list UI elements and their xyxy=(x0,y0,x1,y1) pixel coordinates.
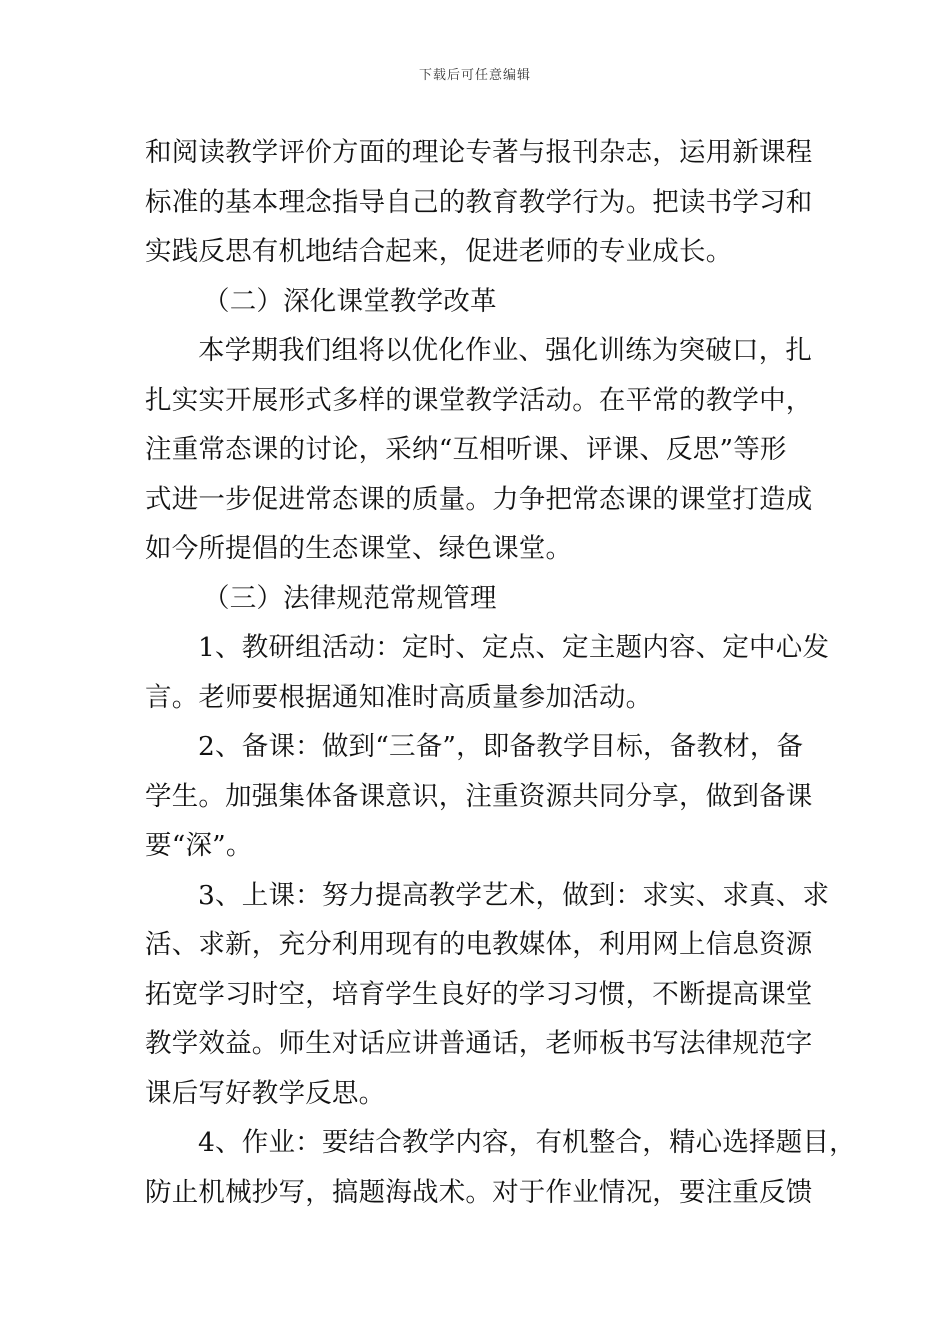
text-line: 2、备课：做到“三备”，即备教学目标，备教材，备 xyxy=(198,731,804,762)
text-line: 和阅读教学评价方面的理论专著与报刊杂志，运用新课程 xyxy=(145,137,813,168)
text-line: 言。老师要根据通知准时高质量参加活动。 xyxy=(145,681,653,713)
text-line: 如今所提倡的生态课堂、绿色课堂。 xyxy=(145,533,573,564)
section-heading: （二）深化课堂教学改革 xyxy=(203,285,497,317)
text-line: 式进一步促进常态课的质量。力争把常态课的课堂打造成 xyxy=(145,483,813,515)
text-line: 学生。加强集体备课意识，注重资源共同分享，做到备课 xyxy=(145,780,813,812)
text-line: 活、求新，充分利用现有的电教媒体，利用网上信息资源 xyxy=(145,929,813,960)
text-line: 注重常态课的讨论，采纳“互相听课、评课、反思”等形 xyxy=(145,434,787,465)
text-line: 扎实实开展形式多样的课堂教学活动。在平常的教学中， xyxy=(145,384,813,416)
text-line: 4、作业：要结合教学内容，有机整合，精心选择题目， xyxy=(198,1127,856,1158)
text-line: 标准的基本理念指导自己的教育教学行为。把读书学习和 xyxy=(145,186,813,218)
text-line: 要“深”。 xyxy=(145,830,253,861)
text-line: 教学效益。师生对话应讲普通话，老师板书写法律规范字 xyxy=(145,1028,813,1059)
text-line: 3、上课：努力提高教学艺术，做到：求实、求真、求 xyxy=(198,879,830,911)
text-line: 课后写好教学反思。 xyxy=(145,1077,386,1109)
text-line: 1、教研组活动：定时、定点、定主题内容、定中心发 xyxy=(198,632,830,663)
page-header: 下载后可任意编辑 xyxy=(418,68,531,83)
text-line: 本学期我们组将以优化作业、强化训练为突破口，扎 xyxy=(198,335,813,366)
text-line: 防止机械抄写，搞题海战术。对于作业情况，要注重反馈 xyxy=(145,1176,813,1208)
text-line: 拓宽学习时空，培育学生良好的学习习惯，不断提高课堂 xyxy=(145,978,813,1010)
document-body xyxy=(145,128,856,1217)
text-line: 实践反思有机地结合起来，促进老师的专业成长。 xyxy=(145,236,733,267)
section-heading: （三）法律规范常规管理 xyxy=(203,582,497,614)
